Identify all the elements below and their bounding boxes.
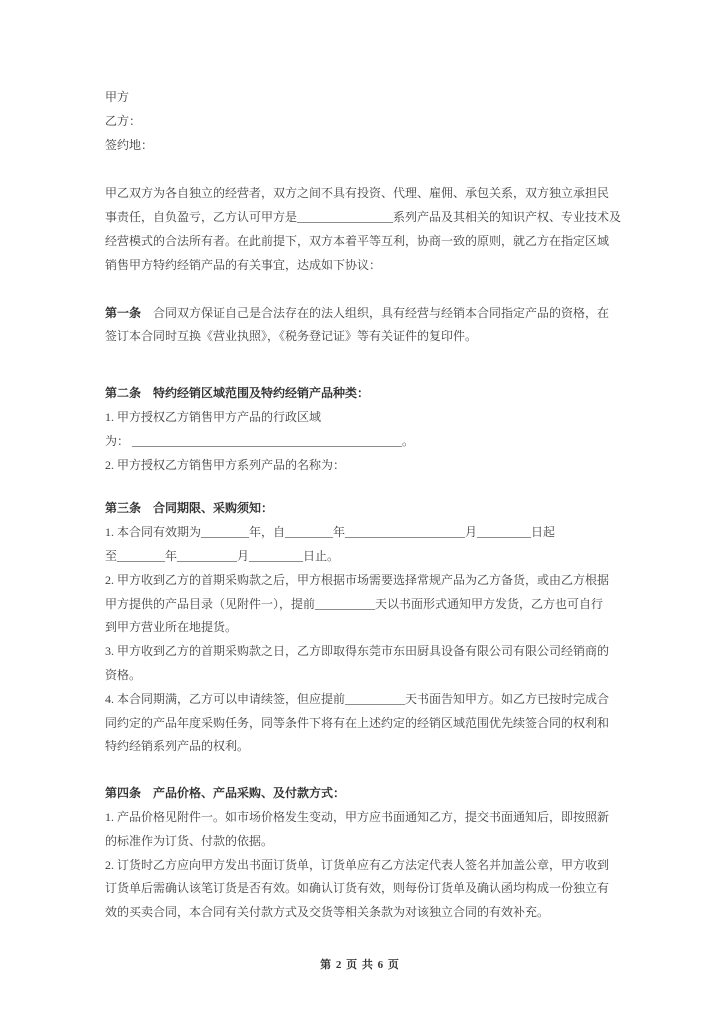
page-number-footer: 第 2 页 共 6 页 (320, 959, 400, 971)
article-2-item1-blank-line: 为： _____________________________________________。 (105, 433, 415, 448)
article-3-item1-line: 1. 本合同有效期为________年，自________年____________________月_________日起 (105, 525, 556, 540)
article-2-item2-line: 2. 甲方授权乙方销售甲方系列产品的名称为： (105, 457, 346, 472)
sign-place-line: 签约地： (105, 137, 154, 152)
party-b-line: 乙方： (105, 113, 142, 128)
article-1-lead: 合同双方保证自己是合法存在的法人组织，具有经营与经销本合同指定产品的资格，在 (141, 305, 610, 320)
article-1-label: 第一条 (105, 305, 142, 320)
preamble-line: 销售甲方特约经销产品的有关事宜，达成如下协议： (105, 257, 382, 272)
article-4-item1-line: 的标准作为订货、付款的依据。 (105, 833, 274, 848)
article-3-item2-line: 到甲方营业所在地提货。 (105, 620, 238, 635)
preamble-paragraph (105, 182, 622, 277)
article-3-item4-line: 特约经销系列产品的权利。 (105, 739, 250, 754)
party-a-line: 甲方 (105, 90, 130, 104)
preamble-line: 事责任，自负盈亏，乙方认可甲方是________________系列产品及其相关的知识产权、专业技术及 (105, 210, 622, 225)
article-3 (105, 497, 615, 759)
article-1-line (105, 302, 615, 326)
article-4-item2-line: 订货单后需确认该笔订货是否有效。如确认订货有效，则每份订货单及确认函均构成一份独立有 (105, 881, 610, 896)
article-3-item3-line: 资格。 (105, 667, 142, 682)
article-3-item3-line: 3. 甲方收到乙方的首期采购款之日，乙方即取得东莞市东田厨具设备有限公司有限公司经销商的 (105, 644, 610, 659)
article-4-item2-line: 效的买卖合同，本合同有关付款方式及交货等相关条款为对该独立合同的有效补充。 (105, 905, 550, 920)
article-3-item2-line: 2. 甲方收到乙方的首期采购款之后，甲方根据市场需要选择常规产品为乙方备货，或由乙方根据 (105, 572, 610, 587)
article-1-line: 签订本合同时互换《营业执照》，《税务登记证》等有关证件的复印件。 (105, 329, 478, 344)
preamble-line: 甲乙双方为各自独立的经营者，双方之间不具有投资、代理、雇佣、承包关系，双方独立承担民 (105, 186, 610, 201)
article-3-item4-line: 4. 本合同期满，乙方可以申请续签，但应提前__________天书面告知甲方。如乙方已按时完成合 (105, 691, 610, 706)
article-2-item1-line: 1. 甲方授权乙方销售甲方产品的行政区域 (105, 409, 322, 424)
article-3-item2-line: 甲方提供的产品目录（见附件一），提前__________天以书面形式通知甲方发货，乙方也可自行 (105, 596, 604, 611)
article-3-item1-line: 至________年__________月_________日止。 (105, 548, 340, 563)
article-3-item4-line: 同约定的产品年度采购任务，同等条件下将有在上述约定的经销区域范围优先续签合同的权利和 (105, 715, 610, 730)
article-2 (105, 382, 615, 477)
article-4 (105, 782, 615, 925)
contract-body (105, 86, 622, 925)
parties-block (105, 86, 615, 157)
article-4-item1-line: 1. 产品价格见附件一。如市场价格发生变动，甲方应书面通知乙方，提交书面通知后，即按照新 (105, 809, 610, 824)
article-4-item2-line: 2. 订货时乙方应向甲方发出书面订货单，订货单应有乙方法定代表人签名并加盖公章，甲方收到 (105, 857, 610, 872)
article-2-heading: 第二条 特约经销区域范围及特约经销产品种类： (105, 386, 370, 401)
preamble-line: 经营模式的合法所有者。在此前提下，双方本着平等互利，协商一致的原则，就乙方在指定区域 (105, 233, 610, 248)
article-3-heading: 第三条 合同期限、采购须知： (105, 501, 274, 516)
article-1 (105, 302, 615, 350)
article-4-heading: 第四条 产品价格、产品采购、及付款方式： (105, 786, 346, 801)
